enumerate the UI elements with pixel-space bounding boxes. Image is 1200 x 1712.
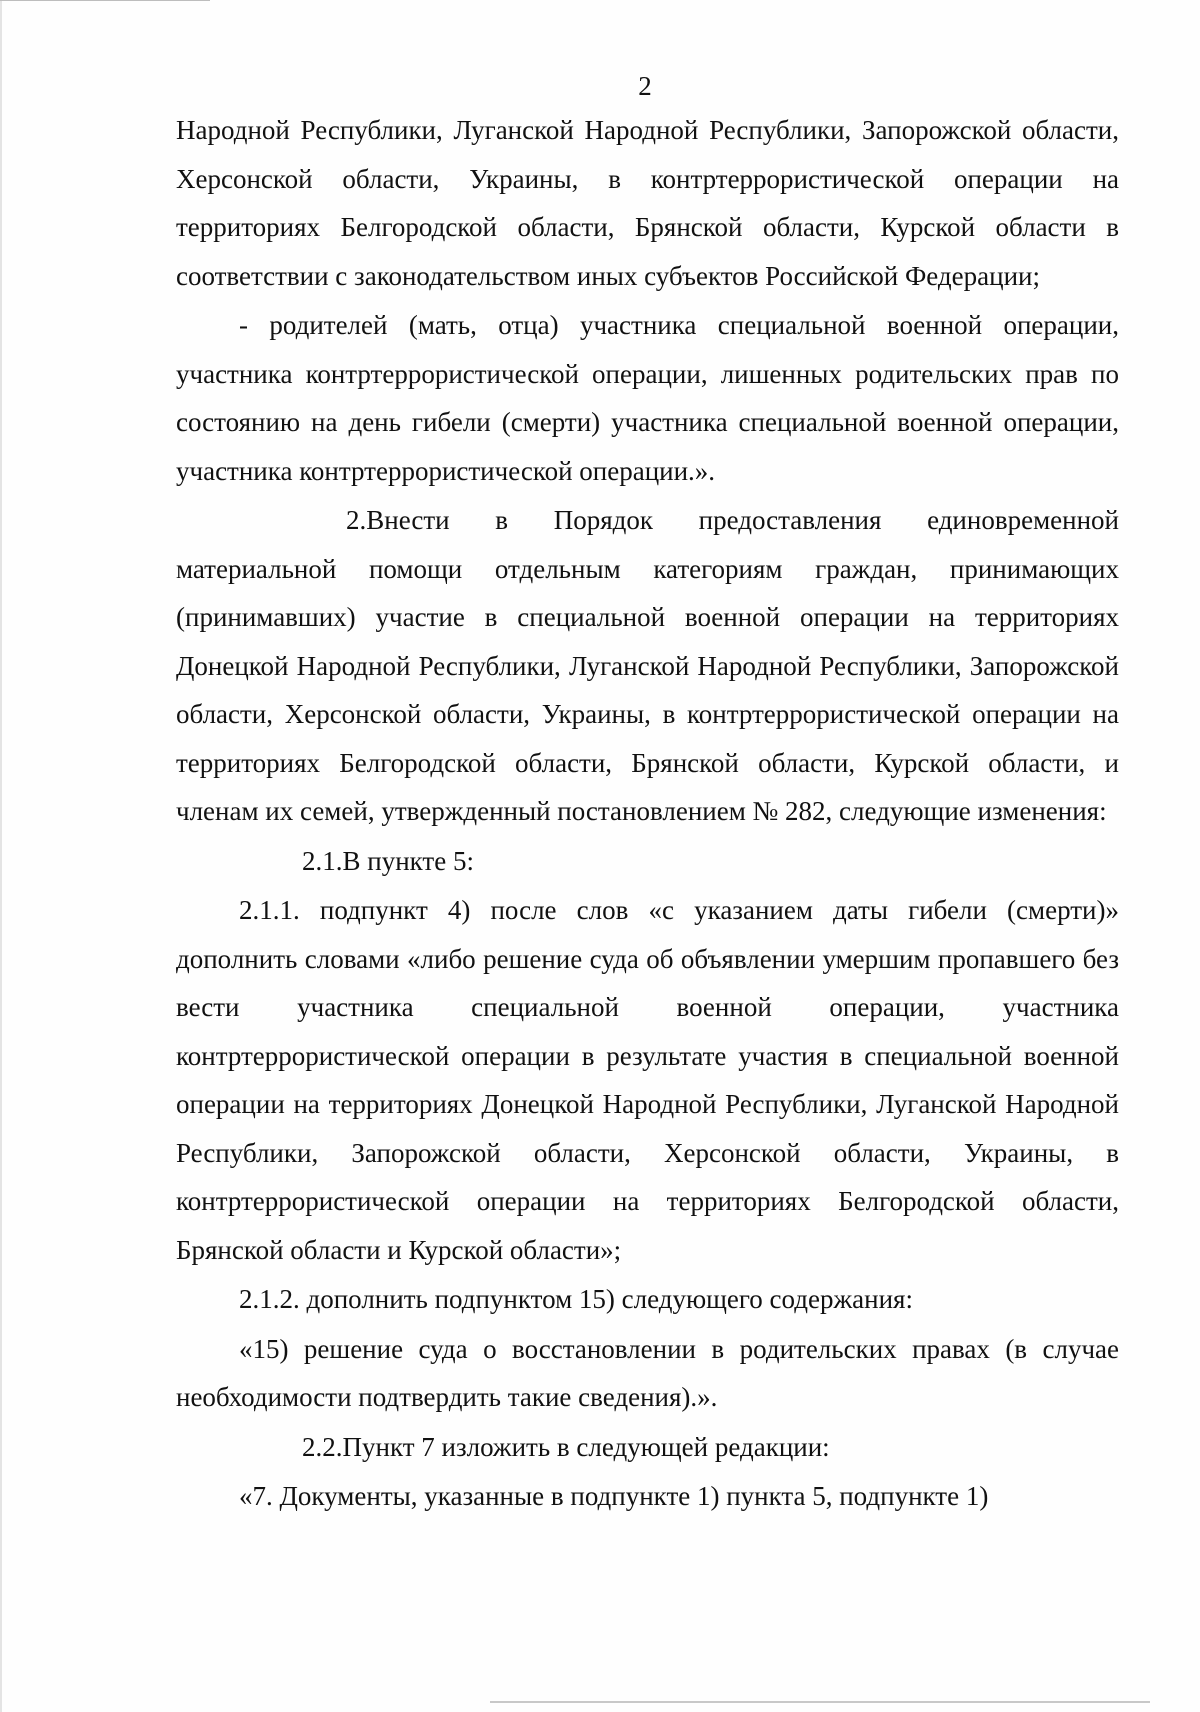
page-number: 2: [638, 71, 652, 101]
item-number: 2.: [346, 505, 367, 535]
scan-artifact-bottom: [490, 1701, 1150, 1703]
paragraph-continuation: Народной Республики, Луганской Народной Республики, Запорожской области, Херсонской области, Украины, в контртеррористической операции на территориях Белгородской области, Брянской области, Курской области в соответствии с законодательством иных субъектов Российской Федерации;: [176, 115, 1119, 291]
item-text: Пункт 7 изложить в следующей редакции:: [342, 1431, 830, 1462]
scan-artifact-top: [0, 0, 210, 1]
paragraph-item-2-1-2: 2.1.2. дополнить подпунктом 15) следующего содержания:: [239, 1284, 913, 1314]
paragraph-quote-15: «15) решение суда о восстановлении в родительских правах (в случае необходимости подтвердить такие сведения).».: [176, 1333, 1119, 1412]
item-text: Внести в Порядок предоставления единовременной материальной помощи отдельным категориям граждан, принимающих (принимавших) участие в специальной военной операции на территориях Донецкой Народной Республики, Луганской Народной Республики, Запорожской области, Херсонской области, Украины, в контртеррористической операции на территориях Белгородской области, Брянской области, Курской области, и членам их семей, утвержденный постановлением № 282, следующие изменения:: [176, 505, 1119, 826]
paragraph-parents: - родителей (мать, отца) участника специальной военной операции, участника контртеррористической операции, лишенных родительских прав по состоянию на день гибели (смерти) участника специальной военной операции, участника контртеррористической операции.».: [176, 310, 1119, 486]
item-text: подпункт 4) после слов «с указанием даты гибели (смерти)» дополнить словами «либо решение суда об объявлении умершим пропавшего без вести участника специальной военной операции, участника контртеррористической операции в результате участия в специальной военной операции на территориях Донецкой Народной Республики, Луганской Народной Республики, Запорожской области, Херсонской области, Украины, в контртеррористической операции на территориях Белгородской области, Брянской области и Курской области»;: [176, 895, 1119, 1265]
paragraph-item-2: [176, 496, 1119, 836]
document-body: [176, 106, 1119, 1521]
item-text: В пункте 5:: [342, 845, 474, 876]
item-number: 2.1.: [302, 845, 343, 876]
item-number: 2.2.: [302, 1431, 343, 1462]
scan-edge: [0, 0, 2, 1712]
paragraph-quote-7: «7. Документы, указанные в подпункте 1) пункта 5, подпункте 1): [239, 1481, 989, 1511]
paragraph-item-2-1: [176, 837, 1119, 886]
paragraph-item-2-2: [176, 1423, 1119, 1472]
item-number: 2.1.1.: [239, 895, 300, 925]
paragraph-item-2-1-1: [176, 886, 1119, 1274]
